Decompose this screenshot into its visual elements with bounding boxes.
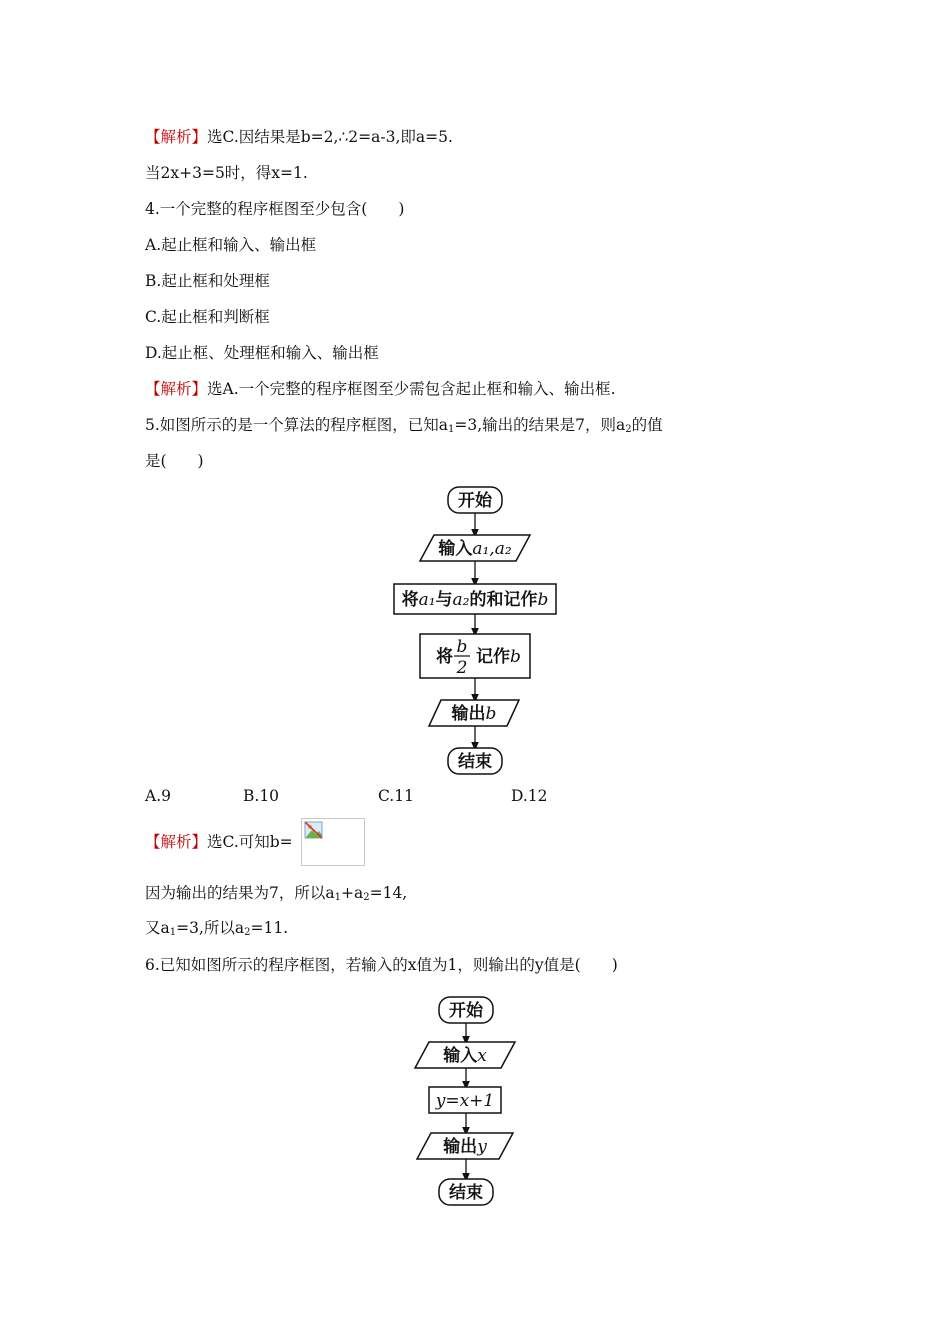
analysis-tag: 【解析】 (145, 833, 208, 851)
q6-flowchart (405, 994, 525, 1210)
q5-option-b: B.10 (243, 787, 280, 805)
q5-input-label: 输入a₁,a₂ (438, 539, 512, 559)
q5-analysis-line2: 因为输出的结果为7，所以$a_1+a_2=14$, (145, 884, 408, 903)
q5-option-d: D.12 (511, 787, 548, 805)
q3-analysis-line1: 【解析】选C.因结果是b=2,∴2=a-3,即a=5. (145, 128, 453, 146)
q5-stem-line2: 是( ) (145, 452, 204, 470)
q4-option-b: B.起止框和处理框 (145, 272, 270, 290)
q5-process-half-prefix: 将 (436, 647, 453, 667)
broken-image-icon (304, 821, 324, 841)
q6-end-label: 结束 (449, 1183, 483, 1203)
q4-option-c: C.起止框和判断框 (145, 308, 270, 326)
broken-image-placeholder (301, 818, 365, 866)
q6-start-label: 开始 (449, 1001, 483, 1021)
q5-output-label: 输出b (451, 704, 497, 724)
q5-end-label: 结束 (458, 752, 492, 772)
q5-option-a: A.9 (145, 787, 171, 805)
q5-fraction-numerator: b (456, 637, 468, 657)
q4-stem: 4.一个完整的程序框图至少包含( ) (145, 200, 405, 218)
q4-option-d: D.起止框、处理框和输入、输出框 (145, 344, 379, 362)
q5-flowchart (380, 484, 580, 780)
q5-analysis: 【解析】选C.可知b= (145, 833, 293, 851)
q6-stem: 6.已知如图所示的程序框图，若输入的x值为1，则输出的y值是( ) (145, 956, 618, 974)
q6-input-label: 输入x (443, 1046, 487, 1066)
q4-option-a: A.起止框和输入、输出框 (145, 236, 317, 254)
q5-process-sum-label: 将a₁与a₂的和记作b (401, 590, 549, 610)
q5-stem: 5.如图所示的是一个算法的程序框图，已知$a_1=3$,输出的结果是7，则$a_2$的值 (145, 416, 663, 435)
q3-analysis-line2: 当2x+3=5时，得x=1. (145, 164, 308, 182)
analysis-tag: 【解析】 (145, 128, 208, 146)
q5-start-label: 开始 (458, 491, 492, 511)
q4-analysis: 【解析】选A.一个完整的程序框图至少需包含起止框和输入、输出框. (145, 380, 616, 398)
q5-fraction-denominator: 2 (456, 658, 468, 678)
q5-process-half-suffix: 记作b (476, 647, 521, 667)
q6-output-label: 输出y (443, 1137, 487, 1157)
q5-analysis-line3: 又$a_1=3$,所以$a_2=11$. (145, 919, 289, 938)
q5-option-c: C.11 (378, 787, 414, 805)
q6-process-label: y=x+1 (435, 1091, 495, 1111)
analysis-tag: 【解析】 (145, 380, 208, 398)
